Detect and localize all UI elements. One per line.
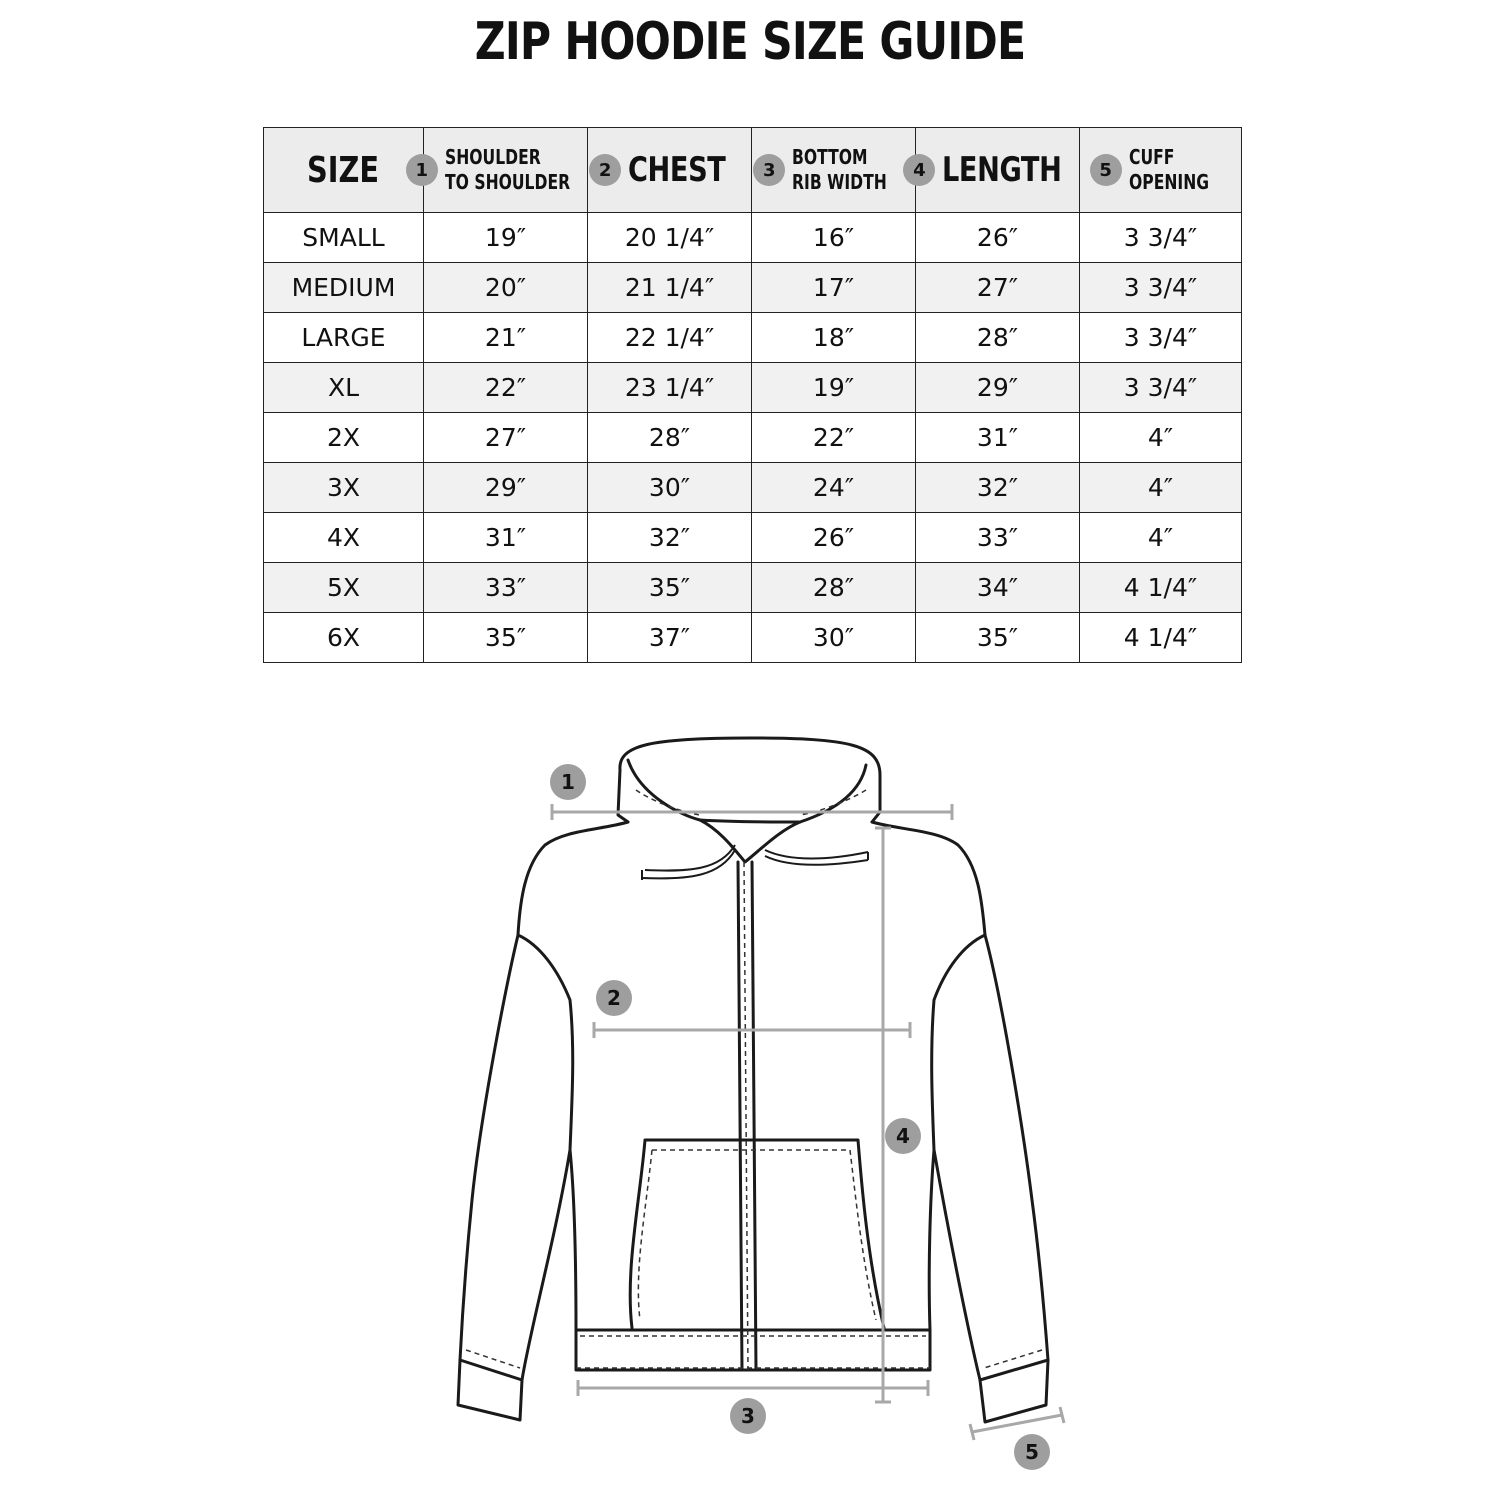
number-4-badge: 4 [903, 154, 935, 186]
measure-line-bottom-rib [578, 1380, 928, 1396]
measurement-cell: 3 3/4″ [1080, 263, 1242, 313]
number-1-badge: 1 [406, 154, 438, 186]
size-label-cell: 4X [264, 513, 424, 563]
size-label-cell: LARGE [264, 313, 424, 363]
header-size: SIZE [264, 128, 424, 213]
measurement-cell: 31″ [424, 513, 588, 563]
measure-line-shoulder [552, 804, 952, 820]
measurement-cell: 27″ [916, 263, 1080, 313]
callout-3-badge: 3 [730, 1398, 766, 1434]
table-row [264, 613, 1242, 663]
header-length: 4 LENGTH [916, 128, 1080, 213]
measurement-cell: 28″ [588, 413, 752, 463]
measurement-cell: 23 1/4″ [588, 363, 752, 413]
table-row [264, 363, 1242, 413]
measurement-cell: 4″ [1080, 463, 1242, 513]
table-body [264, 213, 1242, 663]
measurement-cell: 32″ [916, 463, 1080, 513]
size-label-cell: MEDIUM [264, 263, 424, 313]
header-chest: 2 CHEST [588, 128, 752, 213]
size-label-cell: 6X [264, 613, 424, 663]
measurement-cell: 3 3/4″ [1080, 213, 1242, 263]
size-label-cell: XL [264, 363, 424, 413]
number-3-badge: 3 [753, 154, 785, 186]
table-row [264, 563, 1242, 613]
table-row [264, 313, 1242, 363]
measurement-cell: 21″ [424, 313, 588, 363]
callout-5-badge: 5 [1014, 1434, 1050, 1470]
measurement-cell: 28″ [916, 313, 1080, 363]
measurement-cell: 4 1/4″ [1080, 563, 1242, 613]
measurement-cell: 21 1/4″ [588, 263, 752, 313]
measurement-cell: 29″ [424, 463, 588, 513]
measure-line-chest [594, 1022, 910, 1038]
hood-outline [620, 738, 880, 822]
table-header-row [264, 128, 1242, 213]
measurement-cell: 4″ [1080, 513, 1242, 563]
table-row [264, 513, 1242, 563]
measurement-cell: 34″ [916, 563, 1080, 613]
measurement-cell: 32″ [588, 513, 752, 563]
measurement-cell: 31″ [916, 413, 1080, 463]
table-row [264, 413, 1242, 463]
table-row [264, 213, 1242, 263]
header-shoulder-to-shoulder: 1 SHOULDER TO SHOULDER [424, 128, 588, 213]
size-label-cell: 2X [264, 413, 424, 463]
measurement-cell: 35″ [424, 613, 588, 663]
measurement-cell: 26″ [752, 513, 916, 563]
table-row [264, 463, 1242, 513]
measurement-cell: 33″ [424, 563, 588, 613]
measurement-cell: 4″ [1080, 413, 1242, 463]
measurement-cell: 33″ [916, 513, 1080, 563]
measurement-cell: 20″ [424, 263, 588, 313]
measurement-cell: 28″ [752, 563, 916, 613]
callout-1-badge: 1 [550, 764, 586, 800]
measurement-cell: 22″ [424, 363, 588, 413]
measurement-cell: 16″ [752, 213, 916, 263]
measurement-cell: 19″ [424, 213, 588, 263]
header-bottom-rib-width: 3 BOTTOM RIB WIDTH [752, 128, 916, 213]
number-5-badge: 5 [1090, 154, 1122, 186]
measurement-cell: 18″ [752, 313, 916, 363]
zipper [738, 862, 756, 1370]
measurement-cell: 3 3/4″ [1080, 363, 1242, 413]
measurement-cell: 24″ [752, 463, 916, 513]
measurement-cell: 22″ [752, 413, 916, 463]
body-left-outline [458, 822, 1048, 1422]
measurement-cell: 35″ [916, 613, 1080, 663]
size-label-cell: SMALL [264, 213, 424, 263]
measurement-cell: 26″ [916, 213, 1080, 263]
size-label-cell: 5X [264, 563, 424, 613]
measurement-cell: 17″ [752, 263, 916, 313]
page-title: ZIP HOODIE SIZE GUIDE [474, 12, 1026, 72]
measurement-cell: 4 1/4″ [1080, 613, 1242, 663]
measurement-cell: 30″ [588, 463, 752, 513]
measurement-cell: 20 1/4″ [588, 213, 752, 263]
measure-line-length [875, 828, 891, 1402]
callout-2-badge: 2 [596, 980, 632, 1016]
kangaroo-pocket [630, 1140, 884, 1328]
header-cuff-opening: 5 CUFF OPENING [1080, 128, 1242, 213]
measurement-cell: 22 1/4″ [588, 313, 752, 363]
measurement-cell: 35″ [588, 563, 752, 613]
number-2-badge: 2 [589, 154, 621, 186]
measurement-cell: 30″ [752, 613, 916, 663]
measurement-cell: 3 3/4″ [1080, 313, 1242, 363]
size-table [263, 127, 1242, 663]
table-row [264, 263, 1242, 313]
measurement-cell: 29″ [916, 363, 1080, 413]
hood-inner [628, 760, 866, 862]
measurement-cell: 37″ [588, 613, 752, 663]
measurement-cell: 27″ [424, 413, 588, 463]
measurement-cell: 19″ [752, 363, 916, 413]
size-label-cell: 3X [264, 463, 424, 513]
callout-4-badge: 4 [885, 1118, 921, 1154]
measure-line-cuff [970, 1407, 1064, 1440]
